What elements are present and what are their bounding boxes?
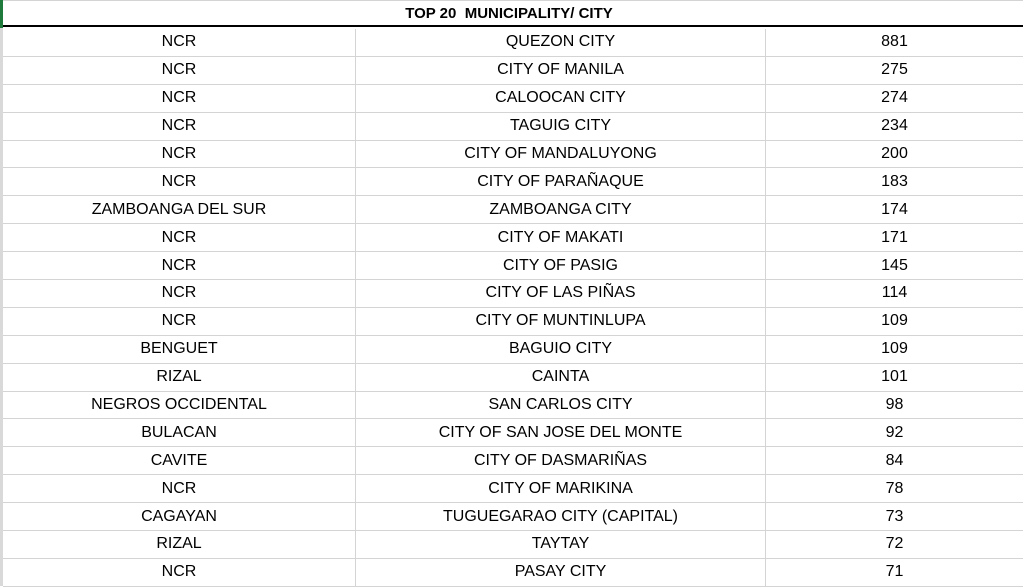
table-row[interactable]: [3, 113, 1023, 141]
province-cell[interactable]: NCR: [3, 308, 356, 335]
city-cell[interactable]: PASAY CITY: [356, 559, 766, 586]
count-cell[interactable]: 881: [881, 33, 908, 51]
city-cell[interactable]: SAN CARLOS CITY: [356, 392, 766, 419]
city-cell[interactable]: CITY OF MANILA: [356, 57, 766, 84]
count-cell[interactable]: 145: [881, 256, 908, 274]
table-row[interactable]: [3, 252, 1023, 280]
province-cell[interactable]: NCR: [3, 224, 356, 251]
province-cell[interactable]: NCR: [3, 85, 356, 112]
city-cell[interactable]: TUGUEGARAO CITY (CAPITAL): [356, 503, 766, 530]
count-cell[interactable]: 84: [885, 451, 904, 469]
table-row[interactable]: [3, 308, 1023, 336]
count-cell[interactable]: 78: [885, 479, 904, 497]
province-cell[interactable]: BULACAN: [3, 419, 356, 446]
count-cell[interactable]: 71: [885, 563, 904, 581]
city-cell[interactable]: CITY OF SAN JOSE DEL MONTE: [356, 419, 766, 446]
table-title-row[interactable]: [3, 0, 1023, 27]
table-row[interactable]: [3, 419, 1023, 447]
count-cell[interactable]: 275: [881, 61, 908, 79]
count-cell[interactable]: 92: [885, 423, 904, 441]
table-row[interactable]: [3, 475, 1023, 503]
city-cell[interactable]: CITY OF MARIKINA: [356, 475, 766, 502]
count-cell[interactable]: 183: [881, 172, 908, 190]
province-cell[interactable]: RIZAL: [3, 531, 356, 558]
table-row[interactable]: [3, 141, 1023, 169]
city-cell[interactable]: ZAMBOANGA CITY: [356, 196, 766, 223]
province-cell[interactable]: NCR: [3, 29, 356, 56]
count-cell[interactable]: 171: [881, 228, 908, 246]
count-cell[interactable]: 98: [885, 396, 904, 414]
city-cell[interactable]: CITY OF MAKATI: [356, 224, 766, 251]
table-row[interactable]: [3, 280, 1023, 308]
table-row[interactable]: [3, 29, 1023, 57]
city-cell[interactable]: TAYTAY: [356, 531, 766, 558]
count-cell[interactable]: 174: [881, 200, 908, 218]
data-table: [3, 29, 1023, 587]
count-cell[interactable]: 73: [885, 507, 904, 525]
city-cell[interactable]: CITY OF LAS PIÑAS: [356, 280, 766, 307]
province-cell[interactable]: NCR: [3, 57, 356, 84]
province-cell[interactable]: NCR: [3, 252, 356, 279]
table-row[interactable]: [3, 168, 1023, 196]
table-row[interactable]: [3, 503, 1023, 531]
count-cell[interactable]: 200: [881, 145, 908, 162]
city-cell[interactable]: BAGUIO CITY: [356, 336, 766, 363]
province-cell[interactable]: NCR: [3, 280, 356, 307]
city-cell[interactable]: CALOOCAN CITY: [356, 85, 766, 112]
city-cell[interactable]: CITY OF MUNTINLUPA: [356, 308, 766, 335]
count-cell[interactable]: 234: [881, 117, 908, 135]
province-cell[interactable]: NCR: [3, 559, 356, 586]
count-cell[interactable]: 274: [881, 89, 908, 107]
province-cell[interactable]: RIZAL: [3, 364, 356, 391]
table-title: TOP 20 MUNICIPALITY/ CITY: [405, 4, 613, 22]
city-cell[interactable]: CAINTA: [356, 364, 766, 391]
province-cell[interactable]: NCR: [3, 168, 356, 195]
table-row[interactable]: [3, 336, 1023, 364]
table-row[interactable]: [3, 531, 1023, 559]
province-cell[interactable]: CAGAYAN: [3, 503, 356, 530]
province-cell[interactable]: NCR: [3, 141, 356, 168]
count-cell[interactable]: 109: [881, 312, 908, 330]
table-row[interactable]: [3, 364, 1023, 392]
city-cell[interactable]: CITY OF MANDALUYONG: [356, 141, 766, 168]
city-cell[interactable]: TAGUIG CITY: [356, 113, 766, 140]
count-cell[interactable]: 72: [885, 535, 904, 553]
province-cell[interactable]: NEGROS OCCIDENTAL: [3, 392, 356, 419]
count-cell[interactable]: 109: [881, 340, 908, 358]
city-cell[interactable]: CITY OF PASIG: [356, 252, 766, 279]
table-row[interactable]: [3, 447, 1023, 475]
count-cell[interactable]: 101: [881, 368, 908, 386]
city-cell[interactable]: QUEZON CITY: [356, 29, 766, 56]
table-row[interactable]: [3, 559, 1023, 587]
province-cell[interactable]: NCR: [3, 113, 356, 140]
table-row[interactable]: [3, 196, 1023, 224]
province-cell[interactable]: NCR: [3, 475, 356, 502]
province-cell[interactable]: ZAMBOANGA DEL SUR: [3, 196, 356, 223]
table-row[interactable]: [3, 57, 1023, 85]
table-row[interactable]: [3, 224, 1023, 252]
table-row[interactable]: [3, 85, 1023, 113]
province-cell[interactable]: CAVITE: [3, 447, 356, 474]
city-cell[interactable]: CITY OF DASMARIÑAS: [356, 447, 766, 474]
table-row[interactable]: [3, 392, 1023, 420]
count-cell[interactable]: 114: [881, 284, 908, 302]
city-cell[interactable]: CITY OF PARAÑAQUE: [356, 168, 766, 195]
province-cell[interactable]: BENGUET: [3, 336, 356, 363]
